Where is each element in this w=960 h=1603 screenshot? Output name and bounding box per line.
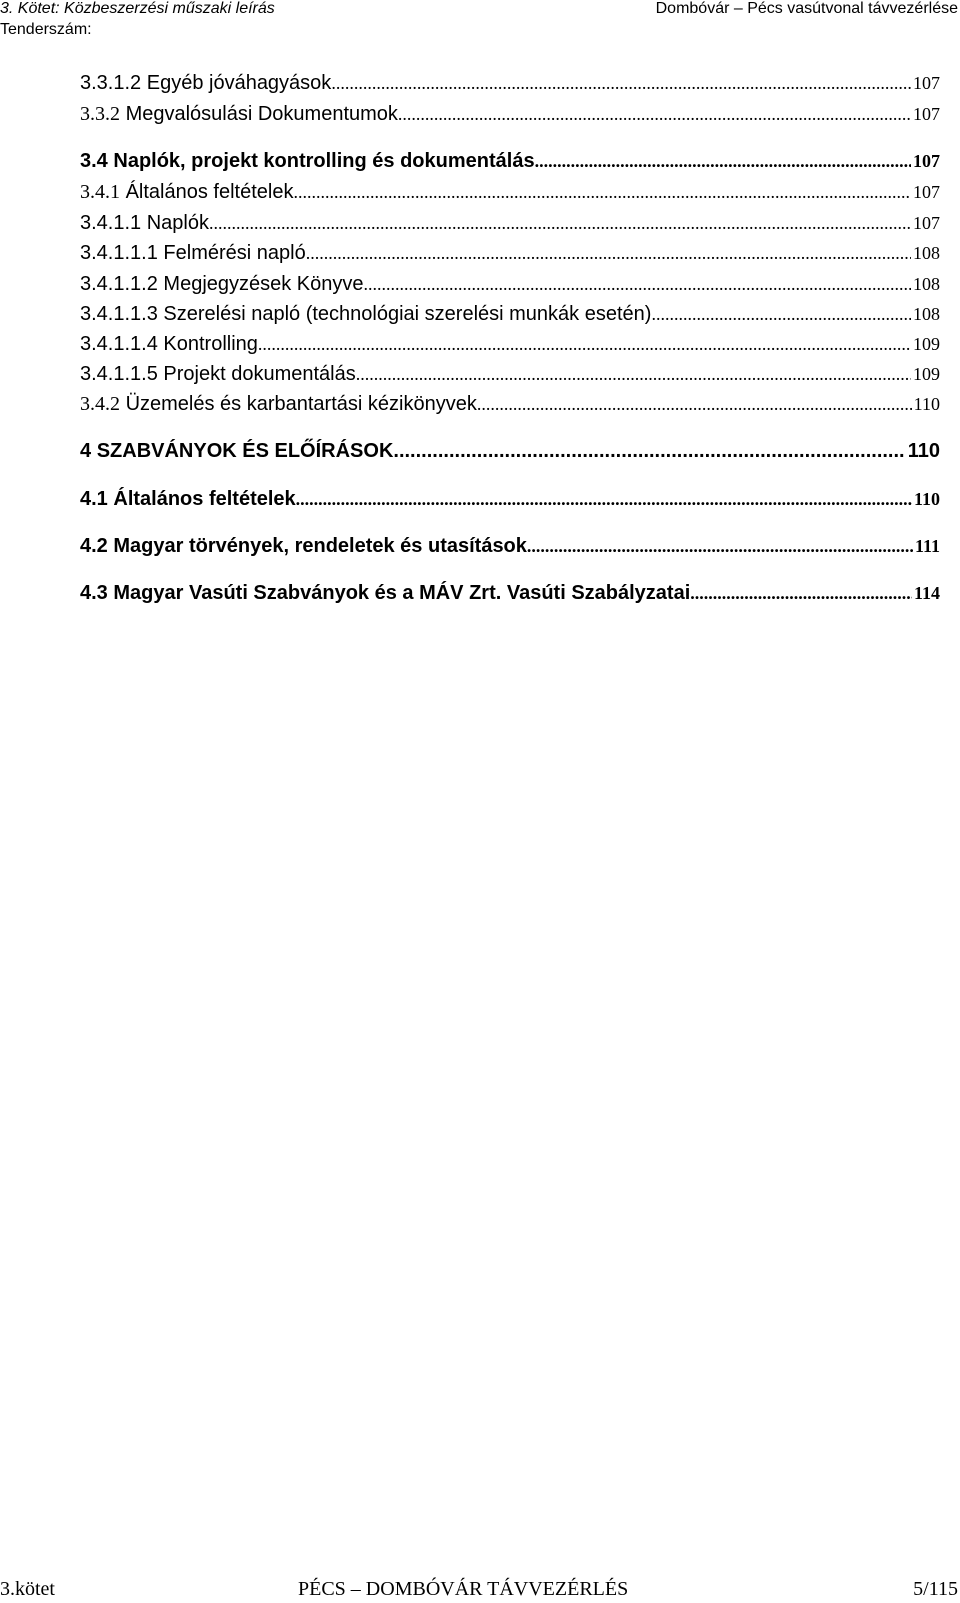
toc-entry-page: 114 (913, 583, 940, 603)
toc-entry[interactable] (80, 303, 940, 326)
toc-entry-page: 109 (913, 334, 940, 354)
toc-entry[interactable] (80, 103, 940, 126)
toc-entry-page: 108 (913, 274, 940, 294)
toc-entry-title: Üzemelés és karbantartási kézikönyvek (125, 393, 477, 415)
toc-entry-page: 111 (914, 536, 940, 556)
toc-entry-page: 107 (913, 213, 940, 233)
toc-leader-dots (306, 243, 911, 264)
toc-entry-page: 108 (913, 304, 940, 324)
toc-leader-dots (331, 73, 911, 94)
toc-leader-dots (477, 394, 912, 415)
toc-entry[interactable] (80, 488, 940, 511)
toc-entry[interactable] (80, 212, 940, 235)
table-of-contents (0, 0, 960, 700)
toc-entry-title: Szerelési napló (technológiai szerelési munkák esetén) (163, 303, 652, 325)
toc-entry-title: Felmérési napló (163, 242, 306, 264)
toc-leader-dots (209, 213, 911, 234)
toc-entry[interactable] (80, 181, 940, 204)
toc-entry-title: Általános feltételek (125, 181, 294, 203)
toc-entry[interactable] (80, 150, 940, 173)
toc-entry-title: Naplók (146, 212, 209, 234)
toc-entry-title: Megjegyzések Könyve (163, 273, 364, 295)
toc-entry-number: 3.4.1.1.4 (80, 333, 158, 355)
toc-entry-page: 110 (913, 394, 940, 414)
toc-entry-number: 4 (80, 440, 92, 462)
header-tender-number: Tenderszám: (0, 21, 92, 38)
toc-entry-number: 3.4.1 (80, 181, 120, 203)
toc-leader-dots (651, 304, 911, 325)
toc-entry-title: Naplók, projekt kontrolling és dokumentálás (113, 150, 535, 172)
toc-entry-title: Általános feltételek (113, 488, 296, 510)
toc-entry-title: SZABVÁNYOK ÉS ELŐÍRÁSOK (96, 440, 394, 462)
toc-entry[interactable] (80, 440, 940, 463)
toc-entry[interactable] (80, 363, 940, 386)
toc-leader-dots (356, 364, 911, 385)
toc-entry-page: 109 (913, 364, 940, 384)
toc-entry-number: 4.1 (80, 488, 108, 510)
toc-entry[interactable] (80, 242, 940, 265)
toc-entry-number: 4.2 (80, 535, 108, 557)
toc-entry-title: Megvalósulási Dokumentumok (125, 103, 398, 125)
toc-entry-page: 110 (907, 440, 940, 462)
toc-entry-number: 3.4 (80, 150, 108, 172)
footer-page-number: 5/115 (913, 1578, 958, 1600)
toc-entry[interactable] (80, 72, 940, 95)
toc-entry[interactable] (80, 393, 940, 416)
toc-entry-title: Projekt dokumentálás (163, 363, 356, 385)
toc-entry-number: 3.4.1.1.5 (80, 363, 158, 385)
toc-leader-dots (364, 274, 911, 295)
toc-entry[interactable] (80, 535, 940, 558)
toc-entry-number: 3.4.1.1.3 (80, 303, 158, 325)
toc-entry-page: 107 (913, 104, 940, 124)
toc-entry-number: 3.4.1.1.2 (80, 273, 158, 295)
footer-project: PÉCS – DOMBÓVÁR TÁVVEZÉRLÉS (298, 1578, 629, 1600)
toc-leader-dots (527, 536, 913, 557)
toc-entry-title: Kontrolling (163, 333, 258, 355)
header-project-title: Dombóvár – Pécs vasútvonal távvezérlése (655, 0, 958, 17)
toc-leader-dots (535, 151, 911, 172)
toc-entry-page: 110 (913, 489, 940, 509)
toc-entry[interactable] (80, 582, 940, 605)
toc-entry-number: 3.4.1.1.1 (80, 242, 158, 264)
toc-entry-title: Magyar Vasúti Szabványok és a MÁV Zrt. Vasúti Szabályzatai (113, 582, 691, 604)
toc-leader-dots (690, 583, 912, 604)
toc-entry[interactable] (80, 273, 940, 296)
toc-entry-number: 3.3.1.2 (80, 72, 142, 94)
toc-entry[interactable] (80, 333, 940, 356)
toc-leader-dots (293, 182, 911, 203)
toc-entry-page: 107 (913, 73, 940, 93)
toc-leader-dots (393, 440, 905, 463)
toc-leader-dots (258, 334, 911, 355)
toc-entry-page: 107 (913, 182, 940, 202)
toc-entry-title: Magyar törvények, rendeletek és utasítások (113, 535, 527, 557)
toc-leader-dots (296, 489, 912, 510)
toc-entry-page: 108 (913, 243, 940, 263)
toc-entry-number: 3.4.1.1 (80, 212, 142, 234)
footer-volume: 3.kötet (0, 1578, 55, 1600)
toc-entry-title: Egyéb jóváhagyások (146, 72, 332, 94)
toc-entry-number: 3.3.2 (80, 103, 120, 125)
header-volume-title: 3. Kötet: Közbeszerzési műszaki leírás (0, 0, 275, 17)
toc-entry-number: 4.3 (80, 582, 108, 604)
toc-entry-page: 107 (913, 151, 940, 171)
toc-entry-number: 3.4.2 (80, 393, 120, 415)
toc-leader-dots (398, 104, 911, 125)
